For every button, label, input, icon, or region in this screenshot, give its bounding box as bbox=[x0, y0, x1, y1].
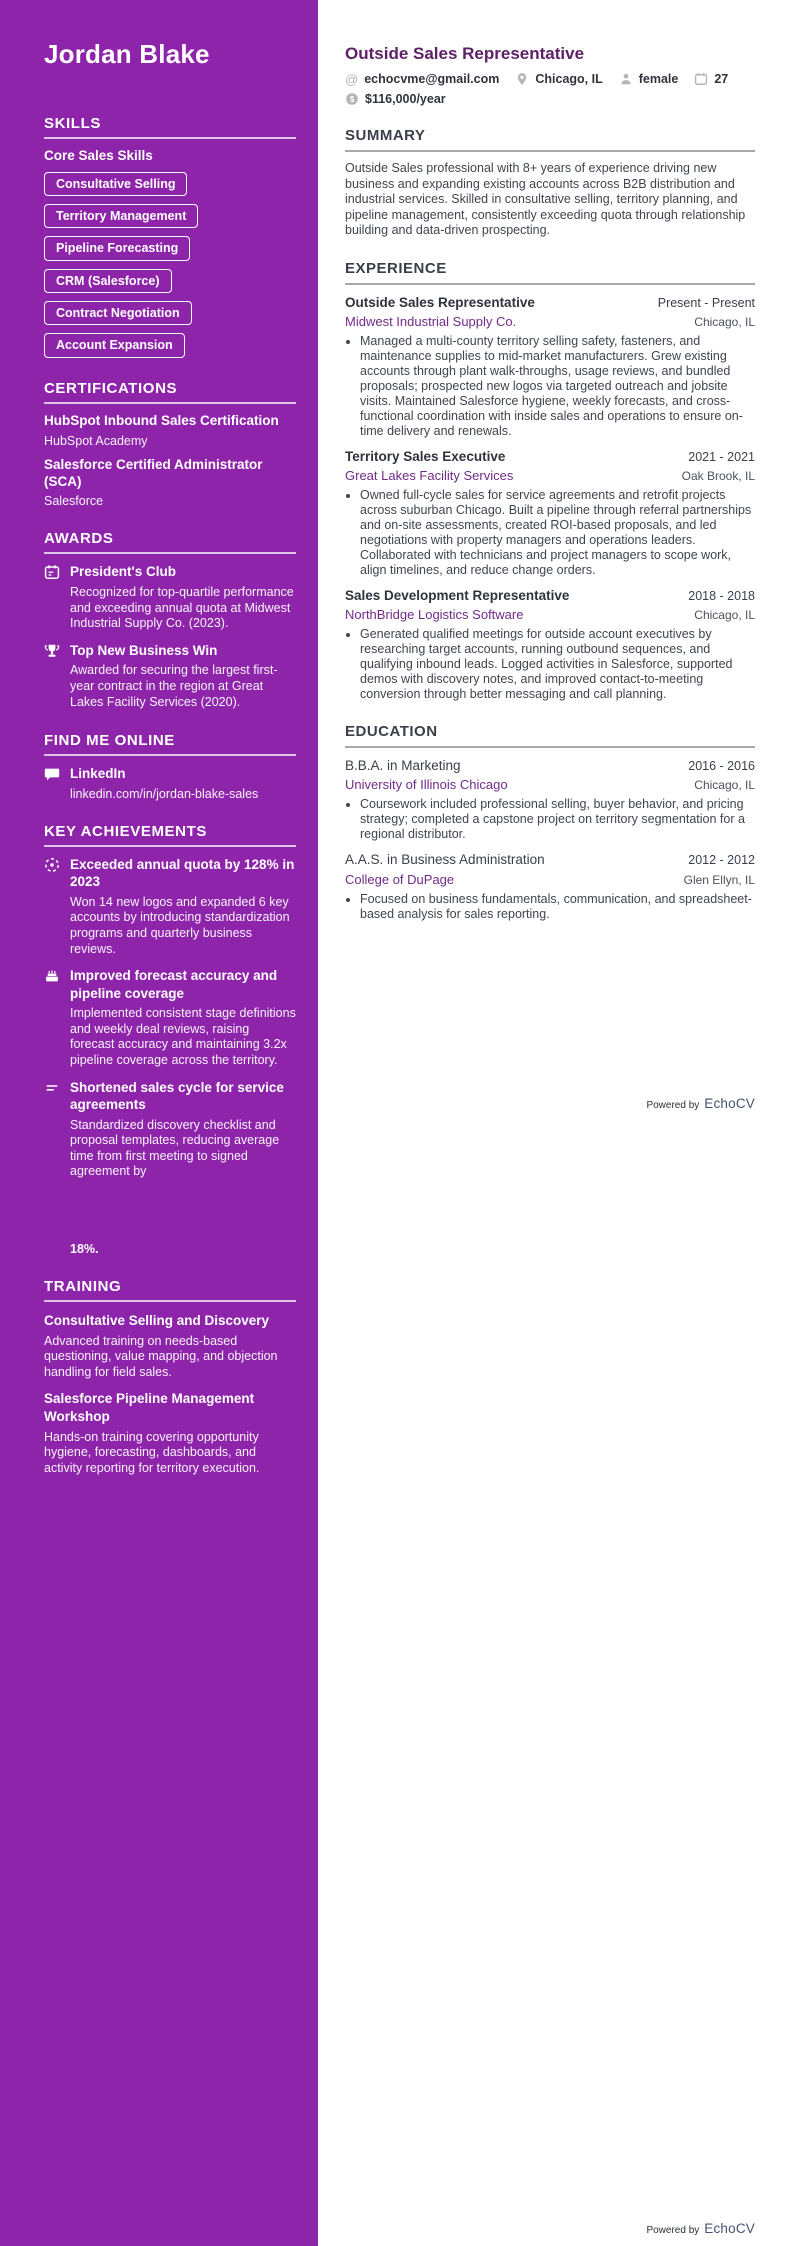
contact-salary: $ $116,000/year bbox=[345, 92, 446, 106]
achievement-description: Implemented consistent stage definitions and weekly deal reviews, raising forecast accuracy and maintaining 3.2x pipeline coverage across the territory. bbox=[70, 1006, 296, 1068]
echocv-brand: EchoCV bbox=[704, 1096, 755, 1111]
achievement-item bbox=[44, 967, 296, 1068]
message-bubble-icon bbox=[44, 766, 60, 782]
lines-icon bbox=[44, 1080, 60, 1096]
training-section bbox=[44, 1278, 296, 1476]
cake-icon bbox=[44, 968, 60, 984]
experience-bullets bbox=[345, 627, 755, 702]
experience-location: Oak Brook, IL bbox=[681, 469, 755, 484]
education-entry bbox=[345, 757, 755, 842]
skill-tag: Territory Management bbox=[44, 204, 198, 228]
experience-location: Chicago, IL bbox=[694, 608, 755, 623]
achievement-description-continued: 18%. bbox=[70, 1242, 99, 1257]
skills-tag-list bbox=[44, 172, 296, 358]
candidate-name: Jordan Blake bbox=[44, 39, 210, 69]
calendar-icon bbox=[694, 72, 708, 86]
experience-entry bbox=[345, 587, 755, 702]
award-description: Awarded for securing the largest first-year contract in the region at Great Lakes Facility Services (2020). bbox=[70, 663, 278, 709]
education-heading: EDUCATION bbox=[345, 723, 755, 748]
education-location: Chicago, IL bbox=[694, 778, 755, 793]
experience-bullet: • Generated qualified meetings for outside account executives by researching target accounts, running outbound sequences, and qualifying inbound leads. Logged activities in Salesforce, supported demos with discovery notes, and improved contact-to-meeting conversion through better messaging and call planning. bbox=[360, 627, 755, 702]
experience-dates: 2018 - 2018 bbox=[688, 588, 755, 603]
contact-row-1 bbox=[345, 72, 755, 86]
powered-by-label: Powered by bbox=[646, 1100, 700, 1111]
summary-heading: SUMMARY bbox=[345, 127, 755, 152]
contact-email: @ echocvme@gmail.com bbox=[345, 71, 500, 87]
education-dates: 2012 - 2012 bbox=[688, 853, 755, 868]
salary-icon bbox=[345, 92, 359, 106]
award-item bbox=[44, 642, 296, 710]
education-bullets bbox=[345, 797, 755, 842]
achievement-item bbox=[44, 856, 296, 957]
experience-entry bbox=[345, 448, 755, 578]
experience-dates: Present - Present bbox=[657, 295, 755, 310]
echocv-brand: EchoCV bbox=[704, 2221, 755, 2236]
experience-bullet: • Managed a multi-county territory selling safety, fasteners, and maintenance supplies to mid-market manufacturers. Grew existing accounts through plant walk-throughs, usage reviews, and bundled proposals; prospected new logos via targeted outreach and jobsite visits. Maintained Salesforce hygiene, weekly forecasts, and cross-functional coordination with inside sales and operations to ensure on-time delivery and renewals. bbox=[360, 334, 755, 438]
award-item bbox=[44, 563, 296, 631]
training-item bbox=[44, 1312, 296, 1380]
achievement-title: Exceeded annual quota by 128% in 2023 bbox=[70, 856, 295, 890]
training-title: Consultative Selling and Discovery bbox=[44, 1313, 270, 1329]
education-bullet: • Focused on business fundamentals, communication, and spreadsheet-based analysis for sales reporting. bbox=[360, 892, 755, 922]
training-description: Hands-on training covering opportunity hygiene, forecasting, dashboards, and activity reporting for territory execution. bbox=[44, 1429, 260, 1475]
training-description: Advanced training on needs-based questioning, value mapping, and objection handling for field sales. bbox=[44, 1333, 278, 1379]
certifications-section bbox=[44, 380, 296, 509]
award-title: Top New Business Win bbox=[70, 642, 218, 658]
award-title: President's Club bbox=[70, 564, 176, 580]
key-achievements-heading: KEY ACHIEVEMENTS bbox=[44, 823, 296, 847]
award-description: Recognized for top-quartile performance and exceeding annual quota at Midwest Industrial Supply Co. (2023). bbox=[70, 585, 294, 631]
education-degree: B.B.A. in Marketing bbox=[345, 757, 461, 773]
skill-tag: Consultative Selling bbox=[44, 172, 187, 196]
experience-entry bbox=[345, 294, 755, 439]
certification-issuer: HubSpot Academy bbox=[44, 433, 148, 448]
svg-text:$: $ bbox=[349, 95, 355, 105]
experience-bullet: • Owned full-cycle sales for service agreements and retrofit projects across suburban Chicago. Built a pipeline through referral partnerships and on-site assessments, created ROI-based proposals, and led negotiations with property managers and operations leaders. Collaborated with technicians and project managers to scope work, align timelines, and reduce change orders. bbox=[360, 488, 755, 577]
key-achievements-section bbox=[44, 823, 296, 1180]
job-title: Outside Sales Representative bbox=[345, 44, 585, 63]
education-degree: A.A.S. in Business Administration bbox=[345, 852, 545, 868]
experience-bullets bbox=[345, 334, 755, 438]
achievement-description: Won 14 new logos and expanded 6 key accounts by introducing standardization programs and quarterly business reviews. bbox=[70, 894, 290, 956]
certifications-heading: CERTIFICATIONS bbox=[44, 380, 296, 404]
certification-item bbox=[44, 413, 296, 448]
summary-text: Outside Sales professional with 8+ years of experience driving new business and expanding existing accounts across B2B distribution and industrial services. Skilled in consultative selling, territory planning, and pipeline management, consistently exceeding quota through relationship building and data-driven prospecting. bbox=[345, 161, 746, 238]
certification-title: HubSpot Inbound Sales Certification bbox=[44, 412, 279, 428]
person-icon bbox=[619, 72, 633, 86]
skill-tag: Account Expansion bbox=[44, 333, 185, 357]
skills-section bbox=[44, 115, 296, 358]
education-dates: 2016 - 2016 bbox=[688, 758, 755, 773]
powered-by-footer bbox=[646, 1096, 755, 1111]
certification-item bbox=[44, 457, 296, 509]
achievement-title: Shortened sales cycle for service agreements bbox=[70, 1079, 284, 1113]
experience-title: Outside Sales Representative bbox=[345, 294, 535, 310]
achievement-description: Standardized discovery checklist and proposal templates, reducing average time from first meeting to signed agreement by bbox=[70, 1117, 280, 1179]
experience-heading: EXPERIENCE bbox=[345, 260, 755, 285]
education-location: Glen Ellyn, IL bbox=[683, 872, 755, 887]
contact-row-2 bbox=[345, 92, 755, 106]
skills-heading: SKILLS bbox=[44, 115, 296, 139]
experience-dates: 2021 - 2021 bbox=[688, 449, 755, 464]
education-school: University of Illinois Chicago bbox=[345, 777, 508, 793]
experience-title: Territory Sales Executive bbox=[345, 448, 506, 464]
certification-issuer: Salesforce bbox=[44, 494, 104, 509]
profile-label: LinkedIn bbox=[70, 766, 126, 782]
experience-title: Sales Development Representative bbox=[345, 587, 570, 603]
contact-age: 27 bbox=[694, 72, 728, 86]
calendar-badge-icon bbox=[44, 564, 60, 580]
training-heading: TRAINING bbox=[44, 1278, 296, 1302]
experience-location: Chicago, IL bbox=[694, 315, 755, 330]
experience-company: Midwest Industrial Supply Co. bbox=[345, 314, 517, 330]
location-pin-icon bbox=[515, 72, 529, 86]
certification-title: Salesforce Certified Administrator (SCA) bbox=[44, 456, 263, 489]
target-icon bbox=[44, 857, 60, 873]
skill-tag: Contract Negotiation bbox=[44, 301, 192, 325]
at-sign-icon: @ bbox=[345, 71, 359, 87]
education-school: College of DuPage bbox=[345, 871, 455, 887]
experience-bullets bbox=[345, 488, 755, 577]
online-profile-item bbox=[44, 765, 296, 801]
sidebar bbox=[0, 0, 318, 2246]
trophy-icon bbox=[44, 643, 60, 659]
skill-tag: CRM (Salesforce) bbox=[44, 269, 172, 293]
education-bullets bbox=[345, 892, 755, 922]
achievement-title: Improved forecast accuracy and pipeline coverage bbox=[70, 968, 278, 1001]
profile-url[interactable]: linkedin.com/in/jordan-blake-sales bbox=[70, 786, 259, 801]
contact-gender: female bbox=[619, 72, 679, 86]
powered-by-label: Powered by bbox=[646, 2225, 700, 2236]
contact-location: Chicago, IL bbox=[515, 72, 602, 86]
education-bullet: • Coursework included professional selling, buyer behavior, and pricing strategy; completed a capstone project on territory segmentation for a regional distributor. bbox=[360, 797, 755, 842]
find-me-online-heading: FIND ME ONLINE bbox=[44, 732, 296, 756]
skills-group-title: Core Sales Skills bbox=[44, 147, 153, 163]
main-column bbox=[318, 0, 794, 2246]
experience-company: NorthBridge Logistics Software bbox=[345, 607, 524, 623]
skill-tag: Pipeline Forecasting bbox=[44, 236, 190, 260]
training-item bbox=[44, 1390, 296, 1476]
training-title: Salesforce Pipeline Management Workshop bbox=[44, 1391, 255, 1424]
education-entry bbox=[345, 851, 755, 921]
find-me-online-section bbox=[44, 732, 296, 801]
awards-section bbox=[44, 530, 296, 710]
achievement-item bbox=[44, 1079, 296, 1180]
powered-by-footer bbox=[646, 2221, 755, 2236]
awards-heading: AWARDS bbox=[44, 530, 296, 554]
experience-company: Great Lakes Facility Services bbox=[345, 468, 514, 484]
